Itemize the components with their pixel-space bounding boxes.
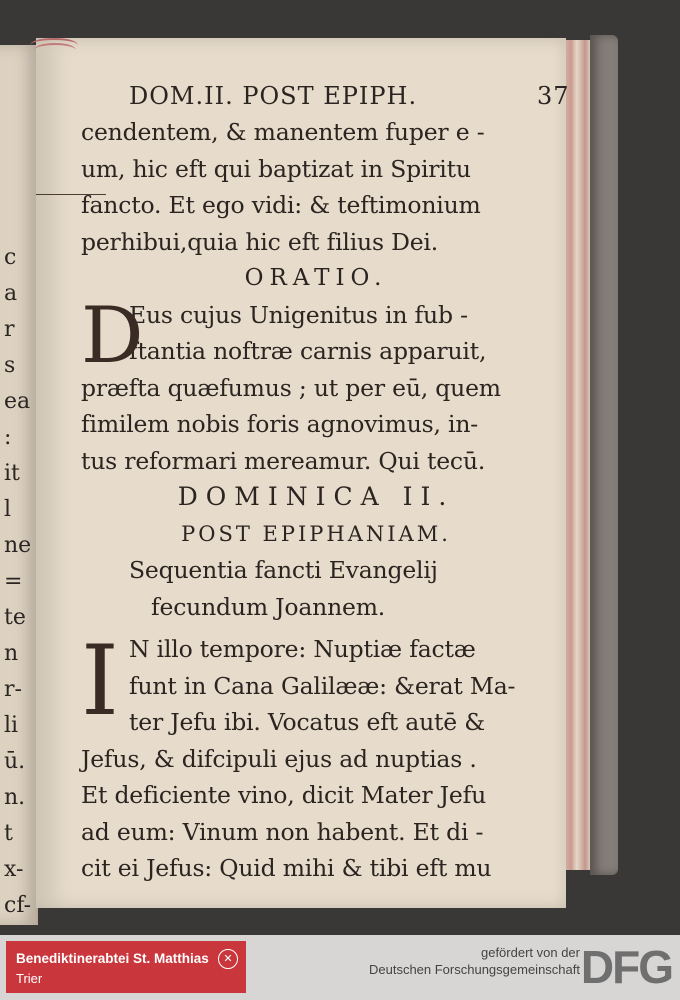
left-page-fragment: ū. [4,749,26,774]
text-line: um, hic eft qui baptizat in Spiritu [81,154,471,183]
left-page-fragment: l [4,497,12,522]
funder-name: Deutschen Forschungsgemeinschaft [368,962,580,977]
institution-name: Benediktinerabtei St. Matthias [16,951,209,966]
funded-by-text: gefördert von der [480,945,580,960]
text-line: N illo tempore: Nuptiæ factæ [129,635,476,663]
left-page-fragment: : [4,425,12,450]
running-header [81,78,570,114]
left-page-fragment: c [4,245,17,270]
institution-badge[interactable] [6,941,246,993]
left-page-fragment: n [4,641,19,666]
text-line: præfta quæfumus ; ut per eū, quem [81,373,501,402]
left-page-fragment: = [4,569,23,594]
text-line: cit ei Jefus: Quid mihi & tibi eft mu [81,854,492,882]
page-text [81,78,570,887]
text-line: funt in Cana Galilææ: &erat Ma- [129,671,516,700]
institution-city: Trier [16,971,43,986]
left-page-fragment: r- [4,677,22,702]
left-page-fragment: a [4,281,18,306]
cross-icon: ✕ [218,949,238,969]
dfg-logo[interactable]: DFG [580,941,672,993]
left-page-fragment: t [4,821,13,846]
oratio-heading: ORATIO. [244,265,388,291]
left-page [0,45,38,925]
text-line: fancto. Et ego vidi: & teftimonium [81,191,481,219]
drop-cap-d: D [81,290,144,381]
post-epiphaniam-heading: POST EPIPHANIAM. [181,521,451,546]
text-line: Et deficiente vino, dicit Mater Jefu [81,781,487,809]
right-page [36,38,570,908]
header-title: DOM.II. POST EPIPH. [129,82,418,110]
left-page-fragment: ea [4,389,31,414]
bookmark-ribbon [34,43,76,57]
footer-bar [0,935,680,1000]
dominica-heading: DOMINICA II. [177,482,455,511]
text-line: ftantia noftræ carnis apparuit, [129,337,487,365]
text-line: ad eum: Vinum non habent. Et di - [81,817,484,846]
left-page-fragment: r [4,317,15,342]
left-page-fragment: te [4,605,26,630]
text-line: fimilem nobis foris agnovimus, in- [81,410,479,438]
left-page-fragment: cf- [4,893,32,918]
left-page-fragment: ne [4,533,32,558]
left-page-fragment: s [4,353,16,378]
sequentia-line: fecundum Joannem. [151,592,386,621]
text-line: cendentem, & manentem fuper e - [81,118,485,146]
text-line: tus reformari mereamur. Qui tecū. [81,446,486,475]
left-page-fragment: n. [4,785,26,810]
text-line: perhibui,quia hic eft filius Dei. [81,227,439,256]
left-page-fragment: li [4,713,19,738]
drop-cap-i: I [81,625,119,737]
sequentia-line: Sequentia fancti Evangelij [129,556,438,584]
book-cover [590,35,618,875]
text-line: Jefus, & difcipuli ejus ad nuptias . [81,744,477,773]
funding-note [369,945,580,977]
page-number: 37 [537,82,570,110]
left-page-fragment: it [4,461,20,486]
left-page-fragment: x- [4,857,24,882]
text-line: Eus cujus Unigenitus in fub - [129,300,468,329]
oratio-paragraph [81,290,551,480]
gospel-paragraph [81,625,551,887]
text-line: ter Jefu ibi. Vocatus eft autē & [129,708,485,736]
